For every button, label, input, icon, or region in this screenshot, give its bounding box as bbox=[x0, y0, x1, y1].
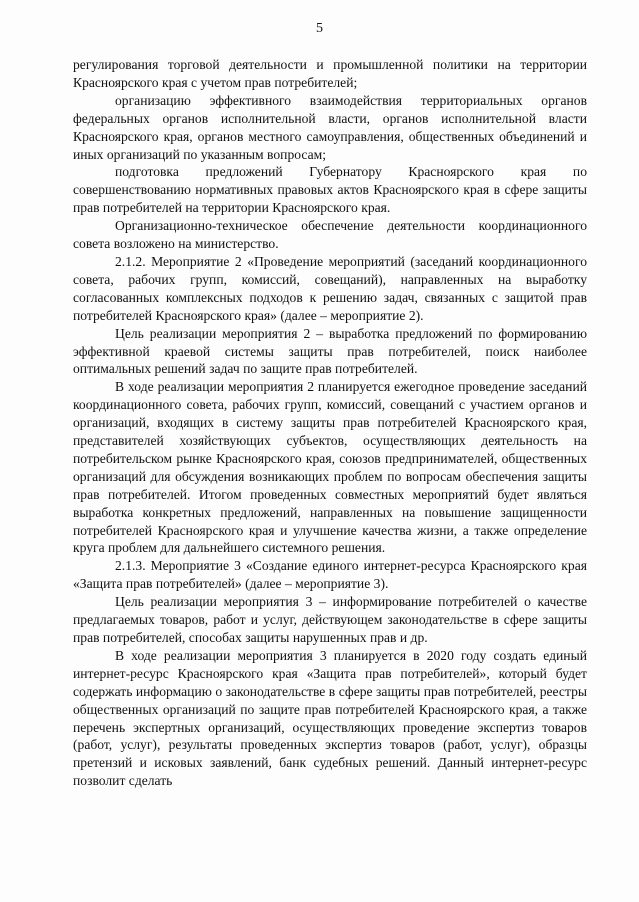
paragraph-activity-3-implementation: В ходе реализации мероприятия 3 планируется в 2020 году создать единый интернет-ресурс Красноярского края «Защита прав потребителей», который будет содержать информацию о законодательстве в сфере защиты прав потребителей, реестры общественных организаций по защите прав потребителей Красноярского края, а также перечень экспертных организаций, осуществляющих проведение экспертиз товаров (работ, услуг), результаты проведенных экспертиз товаров (работ, услуг), образцы претензий и исковых заявлений, банк судебных решений. Данный интернет-ресурс позволит сделать bbox=[73, 647, 587, 789]
paragraph-activity-2-goal: Цель реализации мероприятия 2 – выработка предложений по формированию эффективной краевой системы защиты прав потребителей, поиск наиболее оптимальных решений задач по защите прав потребителей. bbox=[73, 325, 587, 377]
paragraph-activity-3-heading: 2.1.3. Мероприятие 3 «Создание единого интернет-ресурса Красноярского края «Защита прав потребителей» (далее – мероприятие 3). bbox=[73, 558, 587, 592]
paragraph-activity-2-heading: 2.1.2. Мероприятие 2 «Проведение мероприятий (заседаний координационного совета, рабочих групп, комиссий, совещаний), направленных на выработку согласованных комплексных подходов к решению задач, связанных с защитой прав потребителей Красноярского края» (далее – мероприятие 2). bbox=[73, 253, 587, 323]
page-number: 5 bbox=[316, 21, 323, 36]
paragraph-continuation: регулирования торговой деятельности и промышленной политики на территории Красноярского края с учетом прав потребителей; bbox=[73, 57, 587, 90]
paragraph-activity-3-goal: Цель реализации мероприятия 3 – информирование потребителей о качестве предлагаемых товаров, работ и услуг, действующем законодательстве в сфере защиты прав потребителей, способах защиты нарушенных прав и др. bbox=[73, 594, 587, 645]
paragraph-interaction-organization: организацию эффективного взаимодействия территориальных органов федеральных органов исполнительной власти, органов исполнительной власти Красноярского края, органов местного самоуправления, общественных объединений и иных организаций по указанным вопросам; bbox=[73, 92, 587, 162]
paragraph-organizational-support: Организационно-техническое обеспечение деятельности координационного совета возложено на министерство. bbox=[73, 218, 587, 252]
document-body bbox=[73, 56, 587, 790]
paragraph-governor-proposals: подготовка предложений Губернатору Красноярского края по совершенствованию нормативных правовых актов Красноярского края в сфере защиты прав потребителей на территории Красноярского края. bbox=[73, 164, 587, 216]
paragraph-activity-2-implementation: В ходе реализации мероприятия 2 планируется ежегодное проведение заседаний координационного совета, рабочих групп, комиссий, совещаний с участием органов и организаций, входящих в систему защиты прав потребителей Красноярского края, представителей хозяйствующих субъектов, осуществляющих деятельность на потребительском рынке Красноярского края, союзов предпринимателей, общественных организаций для обсуждения возникающих проблем по вопросам обеспечения защиты прав потребителей. Итогом проведенных совместных мероприятий будет являться выработка конкретных предложений, направленных на повышение защищенности потребителей Красноярского края и улучшение качества жизни, а также определение круга проблем для дальнейшего системного решения. bbox=[73, 379, 587, 556]
